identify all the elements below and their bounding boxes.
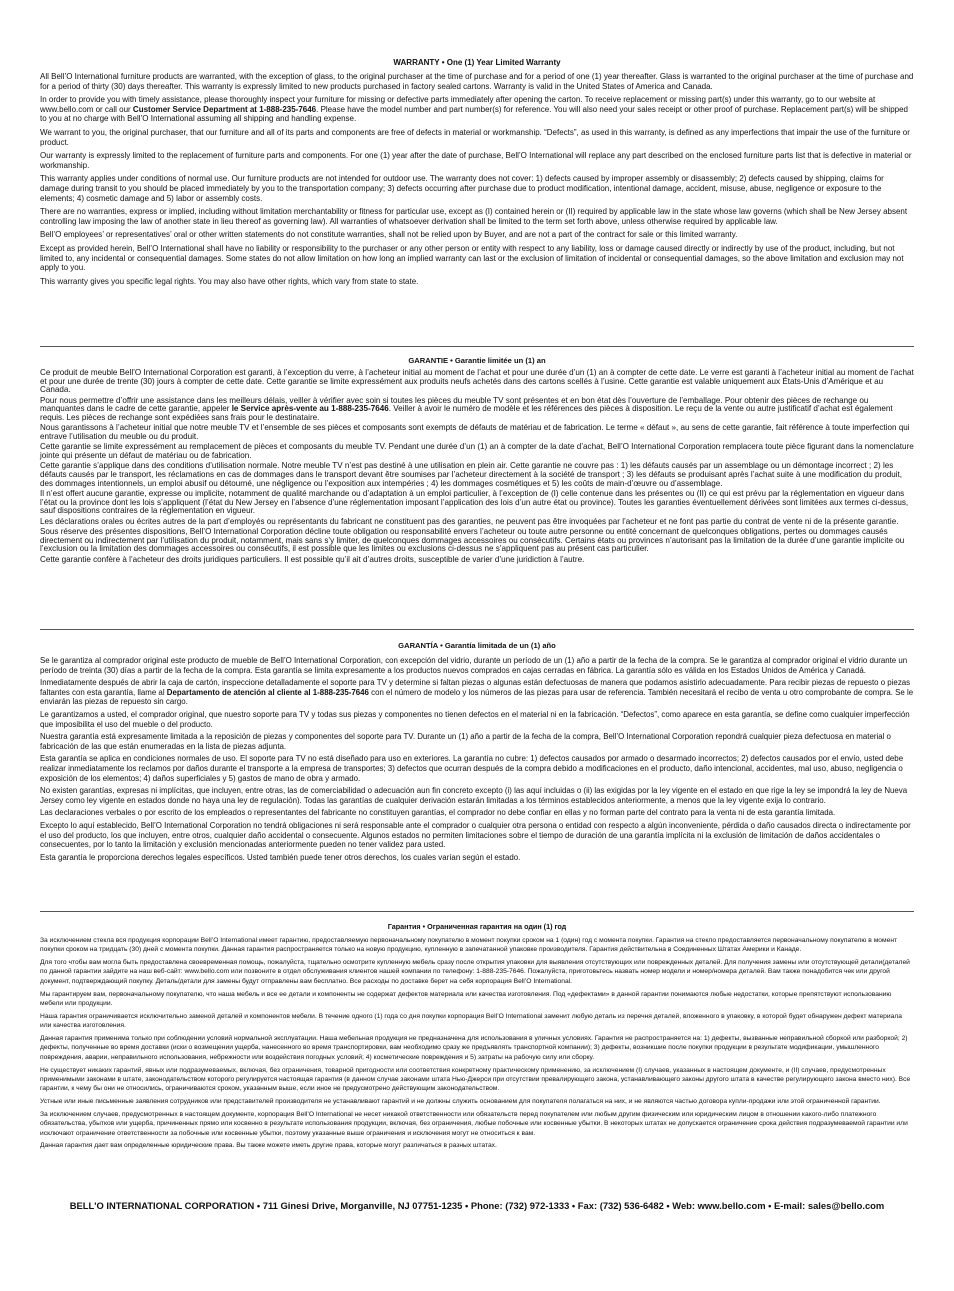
english-paragraph-replacement: Our warranty is expressly limited to the replacement of furniture parts and components. For one (1) year after the date of purchase, Bell’O International will replace any part described on the enclosed furniture parts list that is defective in material or workmanship.: [40, 151, 912, 170]
russian-paragraph-implied: Не существует никаких гарантий, явных или подразумеваемых, включая, без ограничения, товарной пригодности или соответствия конкретному практическому применению, за исключением (I) случаев, указанных в настоящем документе, и (II) случаев, предусмотренных применимыми законами в штате, законодательством которого регулируется настоящая гарантия (в данном случае законами штата Нью-Джерси при отсутствии превалирующего закона, устанавливающего законы другого штата в качестве регулирующего закона вместо них). Все гарантии, к чему бы они не относились, ограничиваются сроком, указанным выше, если иное не предусмотрено действующим законодательством.: [40, 1066, 911, 1093]
english-customer-service-phone: Customer Service Department at 1-888-235-7646: [132, 104, 317, 114]
english-warranty-section: [40, 58, 914, 290]
french-paragraph-coverage: Ce produit de meuble Bell’O International Corporation est garanti, à l’exception du verre, à l’acheteur initial au moment de l’achat et pour une durée d’un (1) an à compter de cette date. Le verre est garanti à l’acheteur initial au moment de l’achat et pour une durée de trente (30) jours à compter de cette date. Cette garantie se limite expressément aux produits neufs achetés dans des cartons scellés à l’usine. Cette garantie est valable uniquement aux États-Unis d’Amérique et au Canada.: [40, 368, 914, 395]
french-customer-service-phone: le Service après-vente au 1-888-235-7646: [231, 404, 389, 414]
spanish-paragraph-defects: Le garantizamos a usted, el comprador original, que nuestro soporte para TV y todas sus piezas y componentes no tienen defectos en el material ni en la fabricación. “Defectos”, como aparece en esta garantía, se define como cualquier imperfección que imposibilita el uso del mueble o del producto.: [40, 709, 910, 729]
russian-paragraph-replacement: Наша гарантия ограничивается исключительно заменой деталей и компонентов мебели. В течение одного (1) года со дня покупки корпорация Bell’O International заменит любую деталь из перечня деталей, вложенного в упаковку, в которой будет обнаружен дефект материала или качества изготовления.: [40, 1012, 902, 1030]
french-paragraph-implied: Il n’est offert aucune garantie, expresse ou implicite, notamment de qualité marchande ou d’adaptation à un emploi particulier, à l’exception de (I) celle contenue dans les présentes ou (II) ce qui est prévu par la réglementation en vigueur dans l’état ou la province dont les lois s’appliquent (l’état du New Jersey en l’absence d’une réglementation imposant l’application des lois d’un autre état ou province). Toutes les garanties éventuellement dérivées sont limitées aux termes ci-dessus, sauf dispositions contraires de la réglementation en vigueur.: [40, 489, 909, 516]
english-paragraph-assistance: [40, 95, 914, 124]
spanish-assistance-text-end: con el número de modelo y los números de las piezas para usar de referencia. También necesitará el recibo de venta u otro comprobante de compra. Se le enviarán las piezas de repuesto sin cargo.: [40, 687, 914, 707]
divider-french-spanish: [40, 629, 914, 630]
spanish-paragraph-assistance: [40, 678, 914, 707]
spanish-assistance-text: Inmediatamente después de abrir la caja de cartón, inspeccione detalladamente el soporte para TV y determine si faltan piezas o algunas están defectuosas de manera que podamos asistirlo adecuadamente. Para recibir piezas de repuesto o piezas faltantes con esta garantía, llame al: [40, 678, 911, 697]
russian-warranty-section: [40, 922, 914, 1154]
spanish-paragraph-coverage: Se le garantiza al comprador original este producto de mueble de Bell’O International Corporation, con excepción del vidrio, durante un período de un (1) año a partir de la fecha de la compra. Se le garantiza al comprador original el vidrio durante un período de treinta (30) días a partir de la fecha de la compra. Esta garantía se limita expresamente a los productos nuevos comprados en cajas cerradas en fábrica. La garantía sólo es válida en los Estados Unidos de América y Canadá.: [40, 656, 908, 675]
french-paragraph-exclusions: Cette garantie s’applique dans des conditions d’utilisation normale. Notre meuble TV n’est pas destiné à une utilisation en plein air. Cette garantie ne couvre pas : 1) les défauts causés par un assemblage ou un démontage incorrect ; 2) les défauts causés par le transport, les réclamations en cas de dommages dans le transport devant être soumises par l’acheteur directement à la société de transport ; 3) les défauts se produisant après l’achat suite à une modification du produit, des dommages intentionnels, un emploi abusif ou détourné, une négligence ou l’exposition aux intempéries ; 4) les dommages cosmétiques et 5) les coûts de main-d’œuvre ou d’assemblage.: [40, 461, 903, 488]
spanish-paragraph-statements: Las declaraciones verbales o por escrito de los empleados o representantes del fabricante no constituyen garantías, el comprador no debe confiar en ellas y no forman parte del contrato para la venta ni de esta garantía limitada.: [40, 808, 836, 818]
divider-english-french: [40, 346, 914, 347]
english-paragraph-defects: We warrant to you, the original purchaser, that our furniture and all of its parts and components are free of defects in material or workmanship. “Defects”, as used in this warranty, is defined as any imperfections that impair the use of the furniture or product.: [40, 127, 910, 147]
english-paragraph-implied: There are no warranties, express or implied, including without limitation merchantability or fitness for particular use, except as (I) contained herein or (II) required by applicable law in the state whose law governs (which shall be New Jersey absent controlling law imposing the law of another state in lieu thereof as governing law). All warranties of whatsoever derivation shall be limited to the term set forth above, unless otherwise required by applicable law.: [40, 207, 908, 226]
russian-paragraph-coverage: За исключением стекла вся продукция корпорации Bell’O International имеет гарантию, предоставляемую первоначальному покупателю в момент покупки сроком на 1 (один) год с момента покупки. Гарантия на стекло предоставляется первоначальному покупателю в момент покупки сроком на тридцать (30) дней с момента покупки. Данная гарантия распространяется только на новую продукцию, купленную в запечатанной упаковке производителя. Гарантия действительна в Соединенных Штатах Америки и Канаде.: [40, 937, 898, 954]
spanish-paragraph-implied: No existen garantías, expresas ni implícitas, que incluyen, entre otras, las de comerciabilidad o adecuación aun fin concreto excepto (i) las aquí incluidas o (ii) las exigidas por la ley vigente en el estado en que rige la ley se impondrá la ley de Nueva Jersey como ley vigente en estados donde no haya una ley de regulación). Todas las garantías de cualquier derivación estarán limitadas a los términos establecidos anteriormente, a menos que la ley vigente exija lo contrario.: [40, 786, 908, 805]
french-warranty-heading: GARANTIE • Garantie limitée un (1) an: [408, 356, 546, 365]
spanish-customer-service-phone: Departamento de atención al cliente al 1-888-235-7646: [166, 687, 369, 697]
russian-paragraph-defects: Мы гарантируем вам, первоначальному покупателю, что наша мебель и все ее детали и компоненты не содержат дефектов материала или качества изготовления. Под «дефектами» в данной гарантии понимаются любые недостатки, которые препятствуют использованию мебели или продукции.: [40, 990, 892, 1007]
spanish-warranty-section: [40, 641, 914, 865]
english-assistance-text-end: . Please have the model number and part number(s) for reference. You will also need your sales receipt or other proof of purchase. Replacement part(s) will be shipped to you at no charge with Bell’O International assuming all shipping and handling expense.: [40, 104, 908, 124]
french-paragraph-rights: Cette garantie confère à l’acheteur des droits juridiques particuliers. Il est possible qu’il ait d’autres droits, susceptible de varier d’une juridiction à l’autre.: [40, 554, 585, 564]
english-warranty-heading: WARRANTY • One (1) Year Limited Warranty: [393, 58, 561, 67]
russian-paragraph-statements: Устные или иные письменные заявления сотрудников или представителей производителя не устанавливают гарантий и не должны служить основанием для покупателя полагаться на них, и не являются частью договора купли-продажи или этой ограниченной гарантии.: [40, 1098, 881, 1106]
russian-warranty-heading: Гарантия • Ограниченная гарантия на один (1) год: [387, 922, 567, 931]
company-contact-footer: BELL'O INTERNATIONAL CORPORATION • 711 Ginesi Drive, Morganville, NJ 07751-1235 • Phone: (732) 972-1333 • Fax: (732) 536-6482 • Web: www.bello.com • E-mail: sales@bello.com: [69, 1200, 885, 1211]
english-paragraph-rights: This warranty gives you specific legal rights. You may also have other rights, which vary from state to state.: [40, 276, 419, 286]
spanish-warranty-heading: GARANTÍA • Garantía limitada de un (1) año: [398, 641, 556, 650]
spanish-paragraph-exclusions: Esta garantía se aplica en condiciones normales de uso. El soporte para TV no está diseñado para uso en exteriores. La garantía no cubre: 1) defectos causados por armado o desarmado incorrectos; 2) defectos causados por el envío, usted debe realizar inmediatamente los reclamos por daños durante el transporte a la empresa de transportes; 3) defectos que ocurran después de la compra debido a modificaciones en el producto, daño intencional, accidentes, mal uso, abuso, negligencia o exposición de los elementos; 4) daños superficiales y 5) gastos de mano de obra y armado.: [40, 754, 904, 783]
spanish-paragraph-rights: Esta garantía le proporciona derechos legales específicos. Usted también puede tener otros derechos, los cuales varían según el estado.: [40, 852, 521, 862]
russian-paragraph-assistance: Для того чтобы вам могла быть предоставлена своевременная помощь, пожалуйста, тщательно осмотрите купленную мебель сразу после открытия упаковки для выявления отсутствующих или поврежденных деталей. Для получения замены или отсутствующей детали(деталей по данной гарантии зайдите на наш веб-сайт: www.bello.com или позвоните в отдел обслуживания клиентов нашей компании по телефону: 1-888-235-7646. Пожалуйста, приготовьтесь назвать номер модели и номер/номера деталей. Вам также понадобится чек или другой документ, подтверждающий покупку. Деталь/детали для замены будут отправлены вам бесплатно. Все расходы по доставке берет на себя корпорация Bell’O International.: [40, 959, 910, 985]
french-paragraph-liability: Sous réserve des présentes dispositions, Bell’O International Corporation décline toute obligation ou responsabilité envers l’acheteur ou toute autre personne ou entité concernant de quelconques obligations, pertes ou dommages causés directement ou indirectement par l’utilisation du produit, notamment, mais sans s’y limiter, de quelconques dommages accessoires ou consécutifs. Certains états ou provinces n’autorisant pas la limitation de la durée d’une garantie implicite ou l’exclusion ou la limitation des dommages accessoires ou consécutifs, il est possible que les limites ou exclusions ci-dessus ne s’appliquent pas au présent cas particulier.: [40, 527, 905, 554]
french-paragraph-defects: Nous garantissons à l’acheteur initial que notre meuble TV et l’ensemble de ses pièces et composants sont exempts de défauts de matériau et de fabrication. Le terme « défaut », au sens de cette garantie, fait référence à toute imperfection qui entrave l’utilisation du meuble ou du produit.: [40, 423, 910, 441]
russian-paragraph-liability: За исключением случаев, предусмотренных в настоящем документе, корпорация Bell’O International не несет никакой ответственности или обязательств перед покупателем или любым другим физическим или юридическим лицом в отношении какого-либо платежного обязательства, убытков или ущерба, причиненных прямо или косвенно в результате использования продукции, включая, без ограничения, любые побочные или косвенные убытки. В некоторых штатах не допускается ограничение срока действия подразумеваемой гарантии или исключают ограничение ответственности за побочные или косвенные убытки, поэтому указанные выше ограничения и исключения могут не относиться к вам.: [40, 1110, 908, 1137]
english-paragraph-statements: Bell’O employees’ or representatives’ oral or other written statements do not constitute warranties, shall not be relied upon by Buyer, and are not a part of the contract for sale or this limited warranty.: [40, 230, 738, 240]
french-warranty-section: [40, 356, 914, 566]
russian-paragraph-rights: Данная гарантия дает вам определенные юридические права. Вы также можете иметь другие права, которые могут различаться в разных штатах.: [40, 1142, 497, 1150]
russian-paragraph-exclusions: Данная гарантия применима только при соблюдении условий нормальной эксплуатации. Наша мебельная продукция не предназначена для использования в уличных условиях. Гарантия не распространяется на: 1) дефекты, вызванные неправильной сборкой или разборкой; 2) дефекты, полученные во время доставки (иски о возмещении ущерба, нанесенного во время транспортировки, вам необходимо сразу же предъявлять транспортной компании); 3) дефекты, возникшие после покупки продукции в результате модификации, умышленного повреждения, аварии, неправильного использования, небрежности или воздействия погодных условий; 4) косметические повреждения и 5) затраты на рабочую силу или сборку.: [40, 1035, 908, 1061]
spanish-paragraph-liability: Excepto lo aquí establecido, Bell’O International Corporation no tendrá obligaciones ni será responsable ante el comprador o cualquier otra persona o entidad con respecto a algún inconveniente, pérdida o daño causados directa o indirectamente por el uso del producto, los que incluyen, entre otros, cualquier daño accidental o consecuente. Algunos estados no permiten limitaciones sobre el tiempo de duración de una garantía implícita ni la exclusión de limitación de daños accidentales o consecuentes, por lo tanto la limitación y exclusión mencionadas anteriormente pueden no tener validez para usted.: [40, 820, 911, 850]
french-paragraph-statements: Les déclarations orales ou écrites autres de la part d’employés ou représentants du fabricant ne constituent pas des garanties, ne peuvent pas être invoquées par l’acheteur et ne font pas partie du contrat de vente ni de la présente garantie.: [40, 516, 899, 526]
spanish-paragraph-replacement: Nuestra garantía está expresamente limitada a la reposición de piezas y componentes del soporte para TV. Durante un (1) año a partir de la fecha de la compra, Bell’O International Corporation repondrá cualquier pieza defectuosa en material o fabricación de las que están enumeradas en la lista de piezas adjunta.: [40, 732, 891, 751]
english-assistance-text: In order to provide you with timely assistance, please thoroughly inspect your furniture for missing or defective parts immediately after opening the carton. To receive replacement or missing part(s) under this warranty, go to our website at www.bello.com or call our: [40, 95, 876, 114]
english-paragraph-coverage: All Bell’O International furniture products are warranted, with the exception of glass, to the original purchaser at the time of purchase and for a period of one (1) year thereafter. Glass is warranted to the original purchaser at the time of purchase and for a period of thirty (30) days thereafter. This warranty is expressly limited to new products purchased in factory sealed cartons. Warranty is valid in the United States of America and Canada.: [40, 72, 914, 91]
french-paragraph-assistance: [40, 397, 914, 423]
french-assistance-text-end: . Veiller à avoir le numéro de modèle et les références des pièces à disposition. Le reçu de la vente ou autre justificatif d’achat est également requis. Les pièces de rechange sont expédiées sans frais pour le destinataire.: [40, 404, 893, 422]
french-assistance-text: Pour nous permettre d’offrir une assistance dans les meilleurs délais, veiller à vérifier avec soin si toutes les pièces du meuble TV sont présentes et en bon état dès l’ouverture de l’emballage. Pour obtenir des pièces de rechange ou manquantes dans le cadre de cette garantie, appeler: [40, 395, 869, 414]
divider-spanish-russian: [40, 911, 914, 912]
english-paragraph-exclusions: This warranty applies under conditions of normal use. Our furniture products are not intended for outdoor use. The warranty does not cover: 1) defects caused by improper assembly or disassembly; 2) defects caused by shipping, claims for damage during transit to you should be placed immediately by you to the transportation company; 3) defects occurring after purchase due to product modification, intentional damage, accident, misuse, abuse, negligence or exposure to the elements; 4) cosmetic damage and 5) labor or assembly costs.: [40, 174, 884, 203]
english-paragraph-liability: Except as provided herein, Bell’O International shall have no liability or responsibility to the purchaser or any other person or entity with respect to any liability, loss or damage caused directly or indirectly by use of the product, including, but not limited to, any incidental or consequential damages. Some states do not allow limitation on how long an implied warranty can last or the exclusion of limitation of incidental or consequential damages, so the above limitation and exclusion may not apply to you.: [40, 243, 904, 273]
french-paragraph-replacement: Cette garantie se limite expressément au remplacement de pièces et composants du meuble TV. Pendant une durée d’un (1) an à compter de la date d’achat, Bell’O International Corporation remplacera toute pièce figurant dans la nomenclature jointe qui présente un défaut de matériau ou de fabrication.: [40, 442, 914, 460]
